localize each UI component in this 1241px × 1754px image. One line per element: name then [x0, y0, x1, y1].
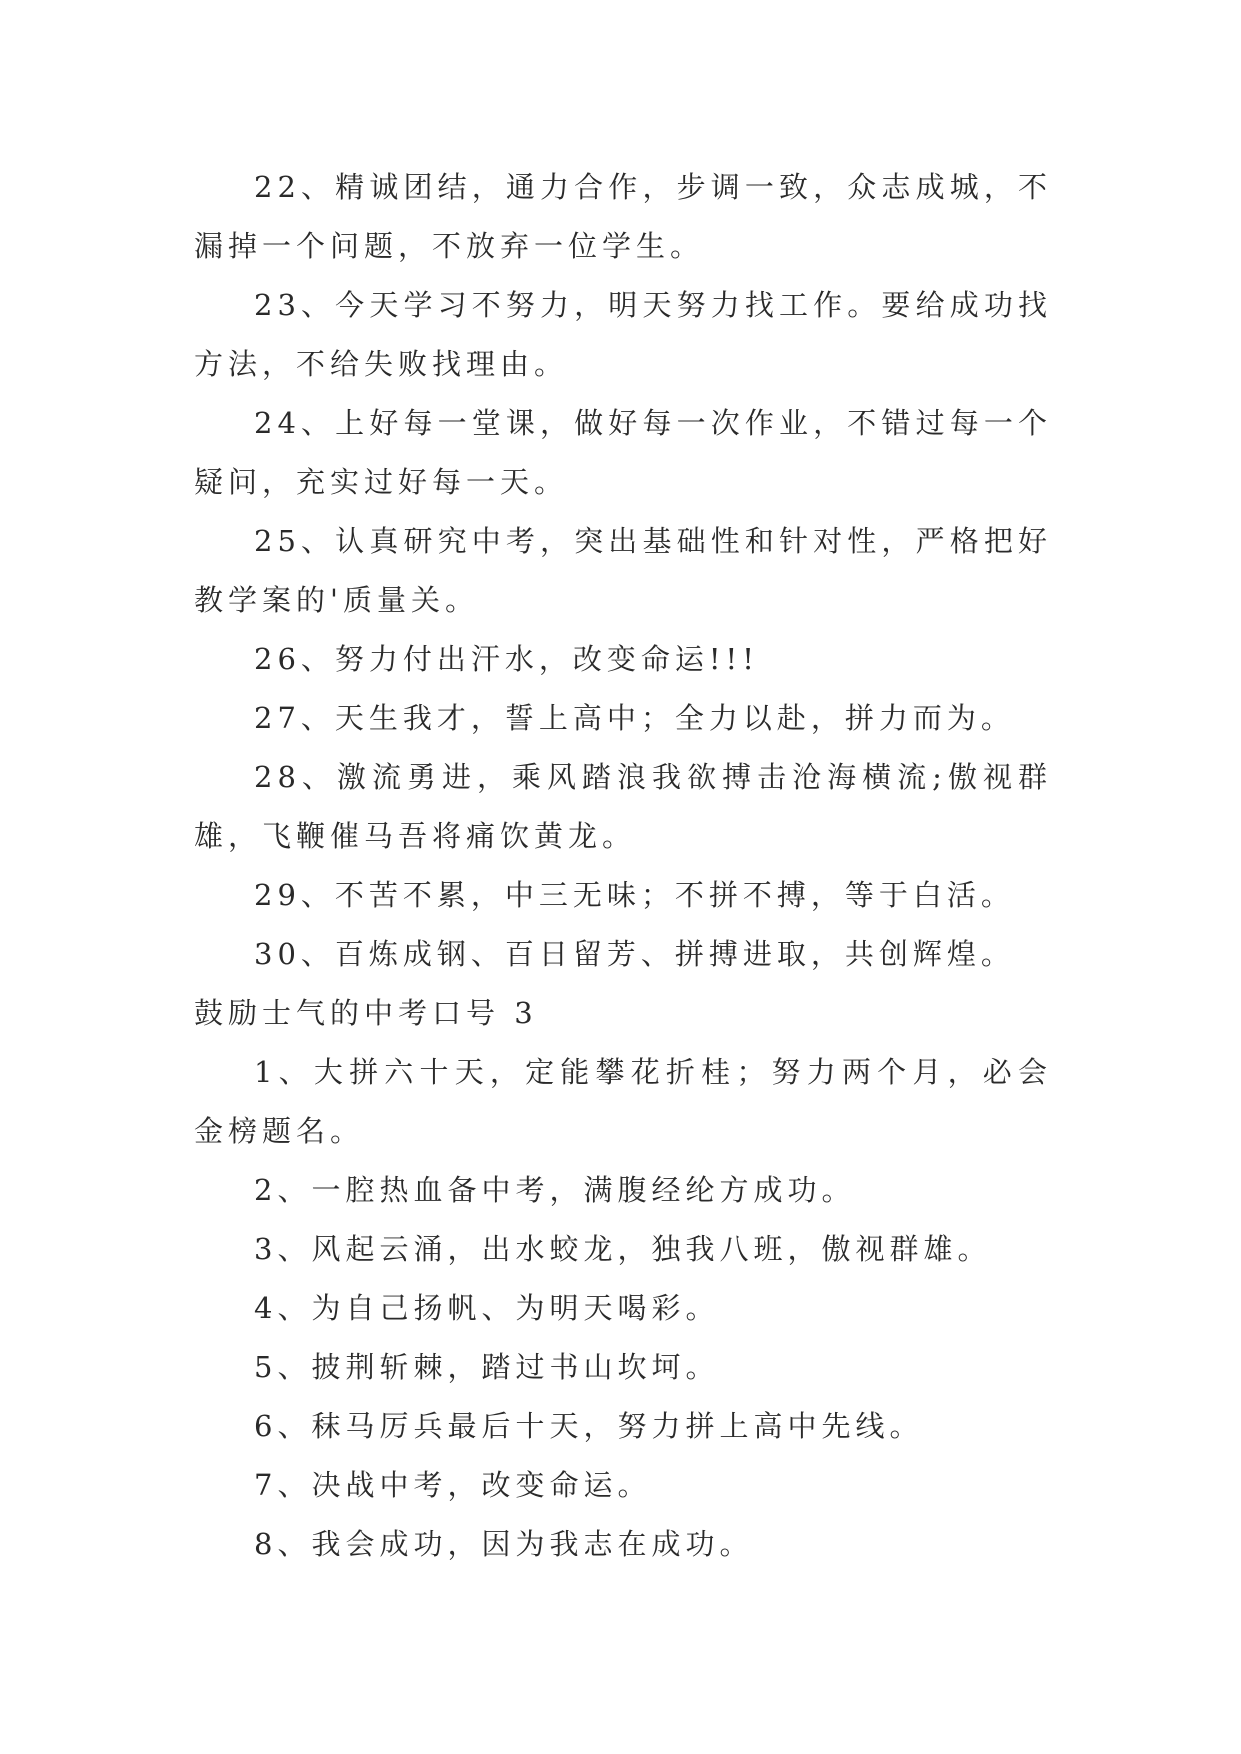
slogan-3-1: 1、大拼六十天，定能攀花折桂；努力两个月，必会金榜题名。: [194, 1055, 1052, 1148]
slogan-3-7: 7、决战中考，改变命运。: [254, 1468, 652, 1502]
slogan-28: 28、激流勇进，乘风踏浪我欲搏击沧海横流;傲视群雄，飞鞭催马吾将痛饮黄龙。: [194, 760, 1052, 853]
slogan-3-5: 5、披荆斩棘，踏过书山坎坷。: [254, 1350, 720, 1384]
slogan-23: 23、今天学习不努力，明天努力找工作。要给成功找方法，不给失败找理由。: [194, 288, 1052, 381]
slogan-3-4: 4、为自己扬帆、为明天喝彩。: [254, 1291, 720, 1325]
slogan-24: 24、上好每一堂课，做好每一次作业，不错过每一个疑问，充实过好每一天。: [194, 406, 1052, 499]
slogan-30: 30、百炼成钢、百日留芳、拼搏进取，共创辉煌。: [254, 937, 1015, 971]
slogan-25: 25、认真研究中考，突出基础性和针对性，严格把好教学案的'质量关。: [194, 524, 1052, 617]
slogan-22: 22、精诚团结，通力合作，步调一致，众志成城，不漏掉一个问题，不放弃一位学生。: [194, 170, 1052, 263]
slogan-27: 27、天生我才，誓上高中；全力以赴，拼力而为。: [254, 701, 1015, 735]
slogan-3-6: 6、秣马厉兵最后十天，努力拼上高中先线。: [254, 1409, 924, 1443]
slogan-3-2: 2、一腔热血备中考，满腹经纶方成功。: [254, 1173, 856, 1207]
slogan-3-8: 8、我会成功，因为我志在成功。: [254, 1527, 754, 1561]
slogan-29: 29、不苦不累，中三无味；不拼不搏，等于白活。: [254, 878, 1015, 912]
section-heading: 鼓励士气的中考口号 3: [194, 996, 538, 1030]
document-body: [194, 158, 1052, 1574]
slogan-26: 26、努力付出汗水，改变命运!!!: [254, 642, 759, 676]
slogan-3-3: 3、风起云涌，出水蛟龙，独我八班，傲视群雄。: [254, 1232, 992, 1266]
